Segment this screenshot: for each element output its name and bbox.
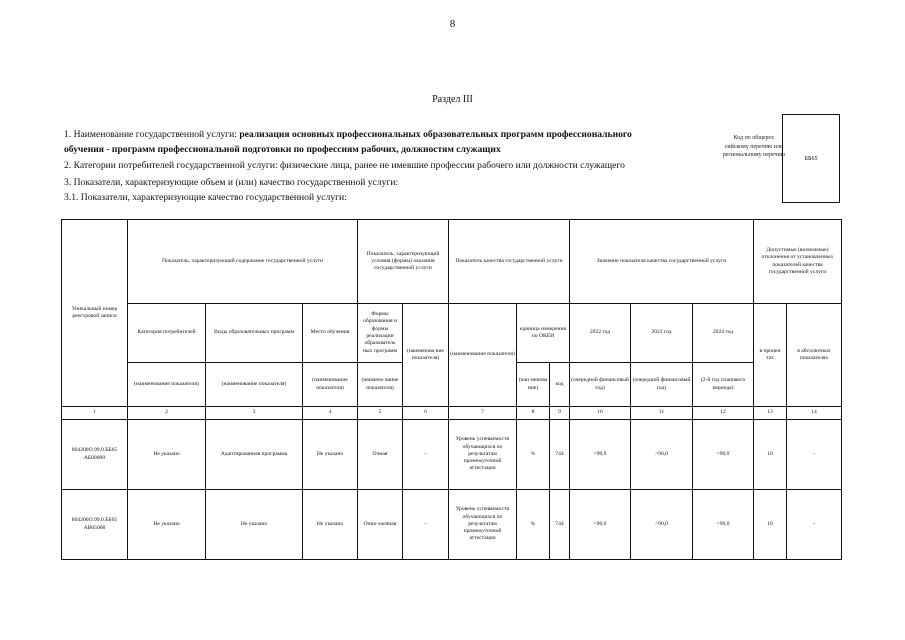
- cell-deviation-percent: 10: [754, 420, 787, 490]
- service-name-value-cont: обучения - программ профессиональной подготовки по профессиям рабочих, должностям служащих: [64, 144, 501, 155]
- indicators-heading: 3. Показатели, характеризующие объем и (или) качество государственной услуги:: [64, 177, 399, 188]
- registry-code-box: [782, 114, 840, 203]
- cell-value-2023: >90,0: [631, 420, 693, 490]
- cell-unit-code: 744: [550, 420, 570, 490]
- col-number: 4: [303, 407, 358, 420]
- service-name-line: [64, 129, 632, 140]
- header-programs: Виды образовательных программ: [206, 304, 303, 363]
- subheader-name-4: (наименование показателя): [303, 363, 358, 407]
- subheader-name-2: (наименование показателя): [128, 363, 206, 407]
- header-year-2022: 2022 год: [570, 304, 631, 363]
- cell-indicator: Уровень успеваемости обучающихся по результатам промежуточной аттестации: [449, 490, 517, 560]
- col-number: 14: [787, 407, 842, 420]
- cell-form: Очно-заочная: [358, 490, 403, 560]
- header-year-2023: 2023 год: [631, 304, 693, 363]
- header-forms: Формы образования и формы реализации образователь ных программ: [358, 304, 403, 363]
- cell-indicator-6: -: [403, 420, 449, 490]
- cell-deviation-percent: 10: [754, 490, 787, 560]
- cell-consumers: Не указано: [128, 420, 206, 490]
- subheader-name-5: (наимено вание показателя): [358, 363, 403, 407]
- subheader-2022: (очередной финансовый год): [570, 363, 631, 407]
- service-name-line-2: [64, 144, 501, 155]
- cell-value-2022: >90,0: [570, 490, 631, 560]
- service-name-value: реализация основных профессиональных образовательных программ профессионального: [239, 129, 632, 140]
- cell-value-2024: >90,0: [693, 490, 754, 560]
- col-number: 8: [517, 407, 550, 420]
- section-title: Раздел III: [432, 94, 473, 105]
- cell-value-2024: >90,0: [693, 420, 754, 490]
- consumer-categories-line: 2. Категории потребителей государственной услуги: физические лица, ранее не имевшие профессии рабочего или должности служащего: [64, 160, 625, 171]
- page-number: 8: [449, 18, 456, 30]
- cell-deviation-absolute: -: [787, 420, 842, 490]
- quality-indicators-table: [61, 219, 842, 560]
- cell-place: Не указано: [303, 490, 358, 560]
- header-absolute: в абсолютных показателях: [787, 304, 842, 407]
- header-content-indicator: Показатель, характеризующий содержание государственной услуги: [128, 220, 358, 304]
- col-number: 9: [550, 407, 570, 420]
- table-row: [62, 420, 842, 490]
- subheader-name-3: (наименование показателя): [206, 363, 303, 407]
- cell-indicator: Уровень успеваемости обучающихся по результатам промежуточной аттестации: [449, 420, 517, 490]
- col-number: 3: [206, 407, 303, 420]
- subheader-2023: (очередной финансовый год): [631, 363, 693, 407]
- col-number: 7: [449, 407, 517, 420]
- subheader-2024: (2-й год планового периода): [693, 363, 754, 407]
- subheader-unit-code: код: [550, 363, 570, 407]
- cell-value-2022: >90,0: [570, 420, 631, 490]
- header-quality-value: Значение показателя качества государственной услуги: [570, 220, 754, 304]
- cell-place: Не указано: [303, 420, 358, 490]
- header-indicator-name-7: (наименование показателя): [449, 304, 517, 407]
- cell-form: Очная: [358, 420, 403, 490]
- cell-unit-code: 744: [550, 490, 570, 560]
- cell-deviation-absolute: -: [787, 490, 842, 560]
- registry-code-value: ББ65: [804, 155, 818, 162]
- subheader-unit-name: (наи менова ние): [517, 363, 550, 407]
- header-percent: в процен тах: [754, 304, 787, 407]
- col-number: 11: [631, 407, 693, 420]
- cell-unit: %: [517, 490, 550, 560]
- cell-program: Адаптированная программа: [206, 420, 303, 490]
- header-indicator-name-6: (наименова ние показателя): [403, 304, 449, 407]
- header-unique-number: Уникальный номер реестровой записи: [62, 220, 128, 407]
- header-conditions-indicator: Показатель, характеризующий условия (формы) оказания государственной услуги: [358, 220, 449, 304]
- col-number: 10: [570, 407, 631, 420]
- cell-program: Не указано: [206, 490, 303, 560]
- quality-indicators-heading: 3.1. Показатели, характеризующие качество государственной услуги:: [64, 192, 347, 203]
- header-unit: единица измерения по ОКЕИ: [517, 304, 570, 363]
- cell-unit: %: [517, 420, 550, 490]
- cell-consumers: Не указано: [128, 490, 206, 560]
- col-number: 2: [128, 407, 206, 420]
- col-number: 12: [693, 407, 754, 420]
- cell-unique-number: 804200О.99.0.ББ65 АВ05000: [62, 490, 128, 560]
- cell-value-2023: >90,0: [631, 490, 693, 560]
- header-year-2024: 2024 год: [693, 304, 754, 363]
- service-name-label: 1. Наименование государственной услуги:: [64, 129, 240, 140]
- col-number: 6: [403, 407, 449, 420]
- header-deviation: Допустимые (возможные) отклонения от установленных показателей качества государственной услуги: [754, 220, 842, 304]
- cell-indicator-6: -: [403, 490, 449, 560]
- header-consumers: Категория потребителей: [128, 304, 206, 363]
- header-quality-indicator: Показатель качества государственной услуги: [449, 220, 570, 304]
- header-place: Место обучения: [303, 304, 358, 363]
- registry-code-label: Код по общерос сийскому перечню или региональному перечню: [722, 135, 786, 159]
- table-row: [62, 490, 842, 560]
- col-number: 1: [62, 407, 128, 420]
- col-number: 5: [358, 407, 403, 420]
- cell-unique-number: 804200О.99.0.ББ65 АБ00000: [62, 420, 128, 490]
- col-number: 13: [754, 407, 787, 420]
